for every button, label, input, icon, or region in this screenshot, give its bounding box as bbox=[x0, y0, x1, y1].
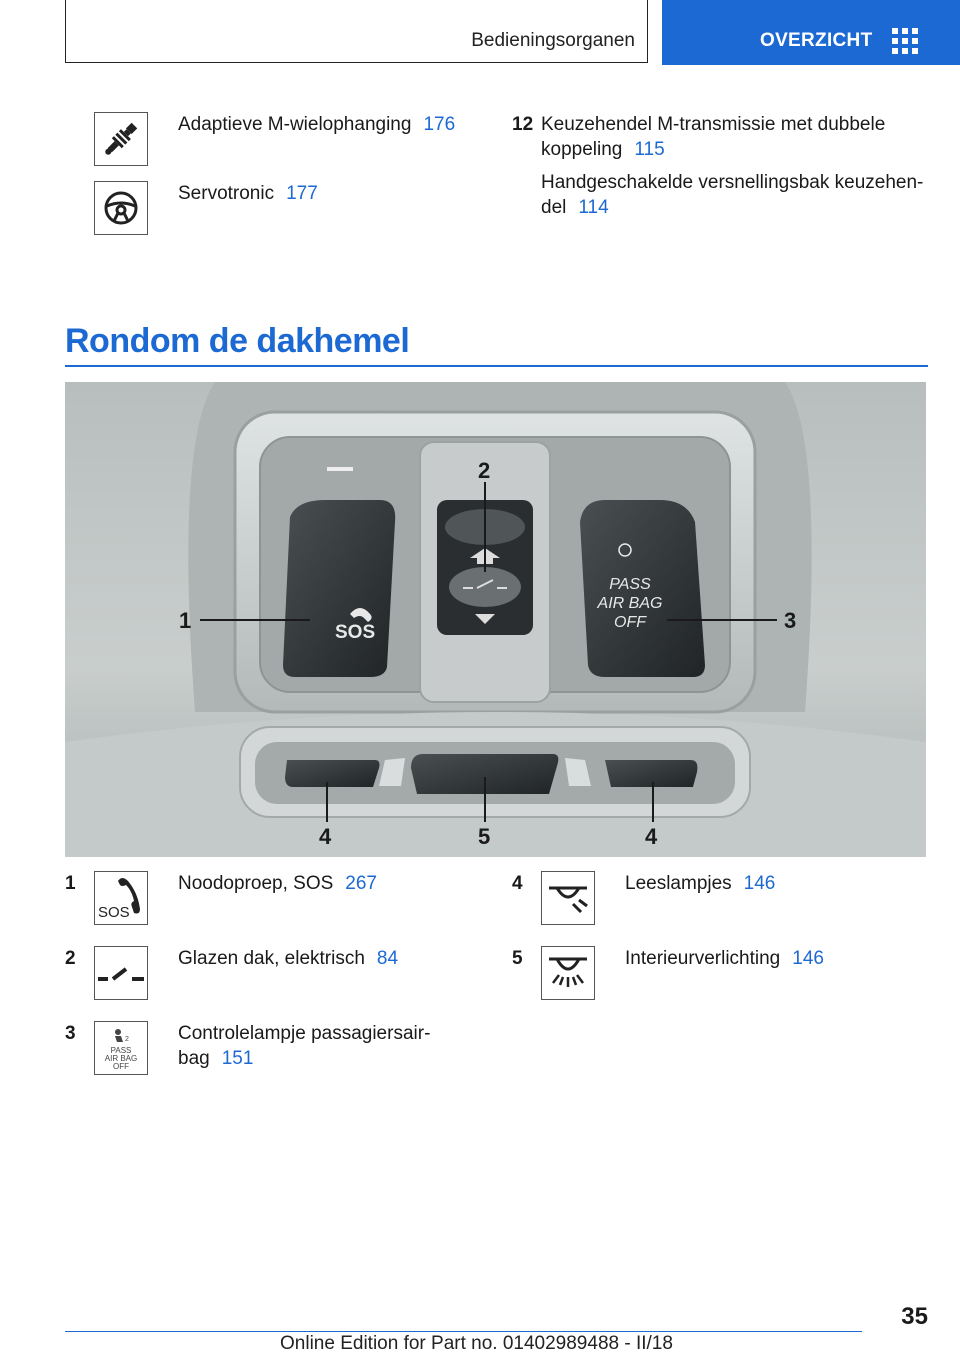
sos-button-label: SOS bbox=[335, 622, 376, 643]
item-12-line2: koppeling bbox=[541, 139, 623, 160]
passenger-airbag-off-icon bbox=[94, 1021, 148, 1075]
airbag-icon-line1: PASS bbox=[110, 1046, 132, 1055]
legend-1-ref[interactable]: 267 bbox=[345, 873, 377, 894]
top-item-1-ref[interactable]: 176 bbox=[423, 114, 456, 135]
legend-5-text bbox=[625, 946, 824, 971]
steering-wheel-icon bbox=[94, 181, 148, 235]
section-divider bbox=[65, 365, 928, 367]
item-12-line1: Keuzehendel M-transmissie met dubbele bbox=[541, 114, 886, 135]
sos-icon-text: SOS bbox=[98, 904, 130, 921]
legend-3-number: 3 bbox=[65, 1023, 76, 1044]
legend-3-line2: bag bbox=[178, 1048, 210, 1069]
section-title: Rondom de dakhemel bbox=[65, 322, 410, 360]
top-item-2-ref[interactable]: 177 bbox=[286, 183, 318, 204]
callout-4-right: 4 bbox=[645, 824, 658, 849]
callout-4-left: 4 bbox=[319, 824, 332, 849]
top-item-1 bbox=[178, 112, 455, 137]
legend-3-ref[interactable]: 151 bbox=[221, 1048, 254, 1069]
airbag-line3: OFF bbox=[614, 614, 646, 631]
legend-2-number: 2 bbox=[65, 948, 76, 969]
header-title-box bbox=[65, 0, 648, 63]
legend-2-text bbox=[178, 946, 398, 971]
legend-1-number: 1 bbox=[65, 873, 76, 894]
overview-tab-label: OVERZICHT bbox=[760, 30, 873, 51]
top-item-2 bbox=[178, 181, 318, 206]
callout-3: 3 bbox=[784, 608, 797, 633]
top-item-1-label: Adaptieve M-wielophanging bbox=[178, 114, 412, 135]
legend-3-text bbox=[178, 1021, 448, 1071]
legend-4-text bbox=[625, 871, 775, 896]
legend-5-label: Interieurverlichting bbox=[625, 948, 781, 969]
footer-edition: Online Edition for Part no. 01402989488 - II/18 bbox=[280, 1333, 673, 1354]
legend-1-label: Noodoproep, SOS bbox=[178, 873, 334, 894]
item-12-number: 12 bbox=[512, 114, 534, 135]
legend-5-ref[interactable]: 146 bbox=[792, 948, 824, 969]
item-12-line3: Handgeschakelde versnellingsbak keuzehen- bbox=[541, 172, 924, 193]
page-number: 35 bbox=[901, 1303, 928, 1330]
header-title: Bedieningsorganen bbox=[471, 30, 635, 51]
legend-3-line1: Controlelampje passagiersair- bbox=[178, 1023, 431, 1044]
callout-2: 2 bbox=[478, 458, 491, 483]
airbag-line1: PASS bbox=[609, 576, 651, 593]
legend-4-ref[interactable]: 146 bbox=[743, 873, 776, 894]
svg-text:2: 2 bbox=[125, 1036, 129, 1043]
airbag-icon-line3: OFF bbox=[113, 1062, 129, 1071]
legend-2-ref[interactable]: 84 bbox=[376, 948, 399, 969]
interior-light-icon bbox=[541, 946, 595, 1000]
footer-divider bbox=[65, 1331, 862, 1332]
legend-4-label: Leeslampjes bbox=[625, 873, 732, 894]
overview-tab[interactable] bbox=[662, 0, 960, 65]
item-12-line4: del bbox=[541, 197, 567, 218]
item-12-ref2[interactable]: 114 bbox=[578, 197, 609, 218]
legend-4-number: 4 bbox=[512, 873, 523, 894]
item-12-ref1[interactable]: 115 bbox=[634, 139, 665, 160]
top-item-2-label: Servotronic bbox=[178, 183, 275, 204]
roof-console-photo bbox=[65, 382, 926, 857]
legend-5-number: 5 bbox=[512, 948, 523, 969]
callout-1: 1 bbox=[179, 608, 192, 633]
legend-1-text bbox=[178, 871, 377, 896]
shock-absorber-icon bbox=[94, 112, 148, 166]
airbag-icon-line2: AIR BAG bbox=[104, 1054, 138, 1063]
airbag-line2: AIR BAG bbox=[597, 595, 663, 612]
sos-icon bbox=[94, 871, 148, 925]
grid-icon bbox=[892, 28, 918, 54]
callout-5: 5 bbox=[478, 824, 491, 849]
glass-roof-icon bbox=[94, 946, 148, 1000]
reading-light-icon bbox=[541, 871, 595, 925]
legend-2-label: Glazen dak, elektrisch bbox=[178, 948, 365, 969]
item-12-text bbox=[541, 112, 931, 220]
